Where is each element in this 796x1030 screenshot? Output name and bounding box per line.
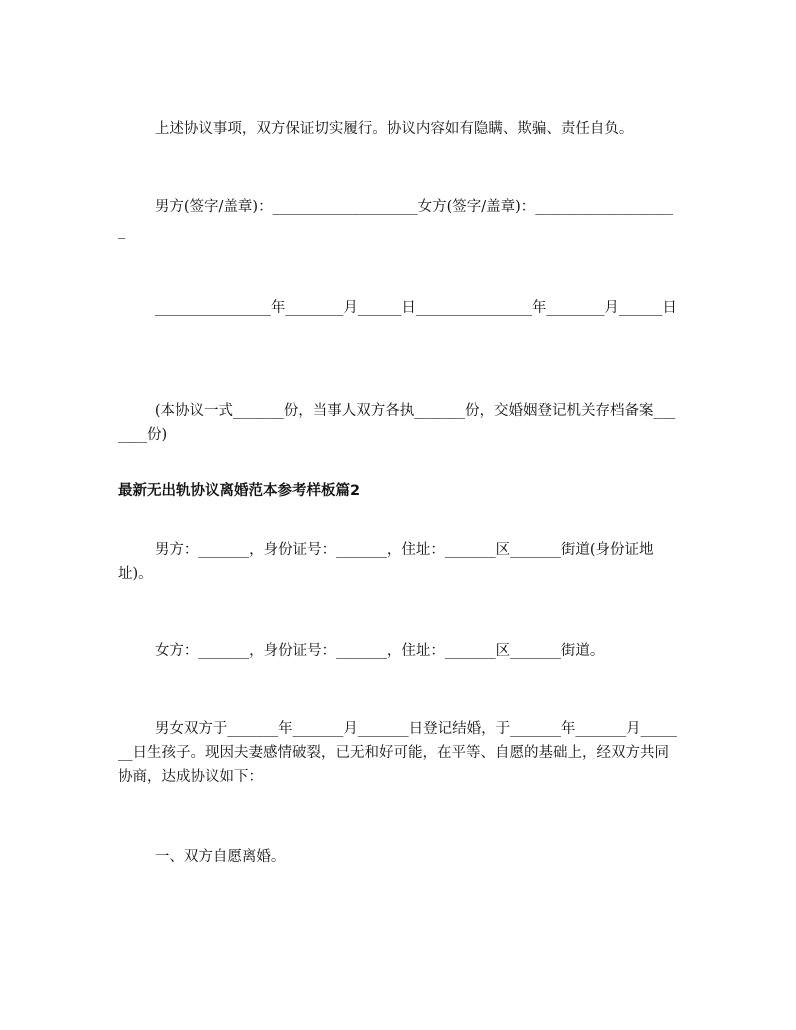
paragraph-clause-one: 一、双方自愿离婚。 <box>118 849 286 865</box>
paragraph-marriage-facts: 男女双方于_______年_______月_______日登记结婚，于_______年_______月_______日生孩子。现因夫妻感情破裂，已无和好可能，在平等、自愿的基础上，经双方共同协商，达成协议如下： <box>118 721 677 785</box>
paragraph-dates: ________________年________月______日________________年________月______日 <box>118 300 677 316</box>
paragraph-commitment: 上述协议事项，双方保证切实履行。协议内容如有隐瞒、欺骗、责任自负。 <box>118 121 634 137</box>
paragraph-male-party: 男方：_______，身份证号：_______，住址：_______区_______街道(身份证地址)。 <box>118 542 654 582</box>
section-heading: 最新无出轨协议离婚范本参考样板篇2 <box>118 483 361 499</box>
paragraph-signatures: 男方(签字/盖章)：____________________女方(签字/盖章)：____________________ <box>118 199 674 239</box>
paragraph-female-party: 女方：_______，身份证号：_______，住址：_______区_______街道。 <box>118 643 605 659</box>
paragraph-copies: (本协议一式_______份，当事人双方各执_______份，交婚姻登记机关存档备案_______份) <box>118 403 676 443</box>
